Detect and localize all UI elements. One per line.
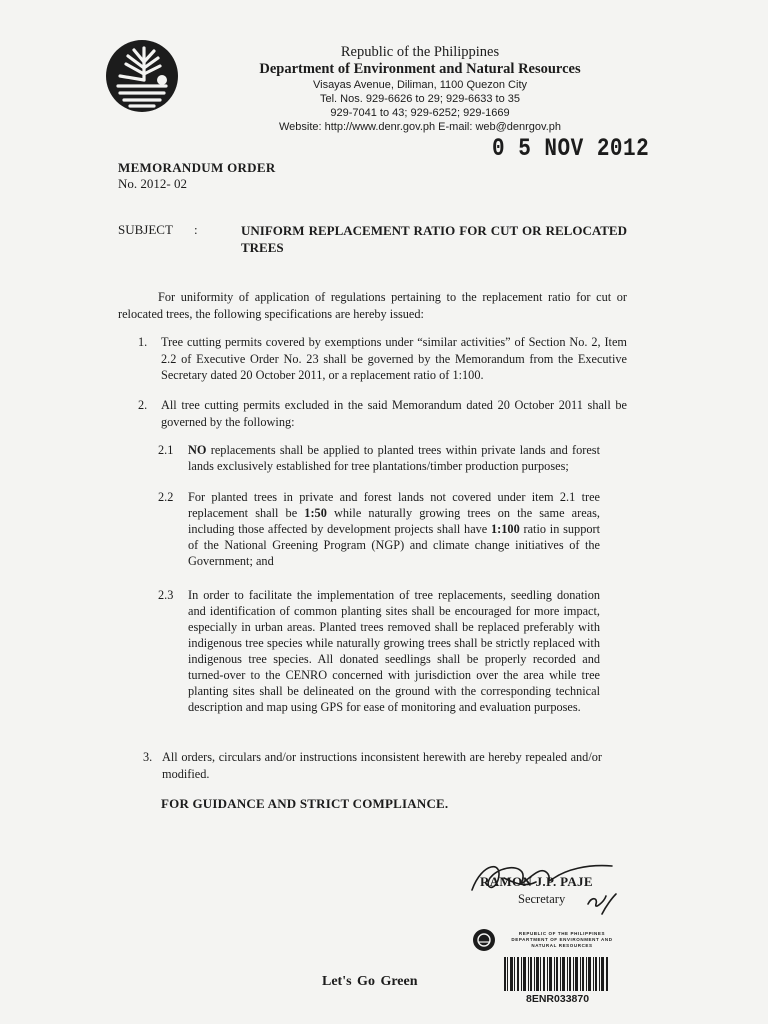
subitem-number: 2.3 bbox=[158, 588, 174, 602]
letterhead bbox=[190, 44, 650, 134]
subitem-body: For planted trees in private and forest lands not covered under item 2.1 tree replacement shall be bbox=[188, 490, 600, 520]
department-name: Department of Environment and Natural Resources bbox=[259, 61, 581, 77]
subitem-bold-lead: NO bbox=[188, 443, 207, 457]
intro-paragraph: For uniformity of application of regulations pertaining to the replacement ratio for cut or relocated trees, the following specifications are hereby issued: bbox=[118, 290, 627, 321]
subitem-text bbox=[188, 489, 600, 569]
memo-number: No. 2012- 02 bbox=[118, 176, 187, 191]
closing-directive: FOR GUIDANCE AND STRICT COMPLIANCE. bbox=[161, 796, 449, 811]
subitem-number: 2.2 bbox=[158, 490, 174, 504]
tel-line-2: 929-7041 to 43; 929-6252; 929-1669 bbox=[330, 107, 510, 119]
subject-colon: : bbox=[194, 222, 198, 237]
item-text: Tree cutting permits covered by exemptions under “similar activities” of Section No. 2, Item 2.2 of Executive Order No. 23 shall be governed by the Memorandum from the Executive Secretary dated 20 October 2011, or a replacement ratio of 1:100. bbox=[161, 335, 627, 382]
tel-line-1: Tel. Nos. 929-6626 to 29; 929-6633 to 35 bbox=[320, 93, 520, 105]
subitem-number: 2.1 bbox=[158, 443, 174, 457]
subitem-body: replacements shall be applied to planted trees within private lands and forest lands exclusively established for tree plantations/timber production purposes; bbox=[188, 443, 600, 473]
item-text: All tree cutting permits excluded in the said Memorandum dated 20 October 2011 shall be governed by the following: bbox=[161, 398, 627, 429]
receiving-stamp-text: REPUBLIC OF THE PHILIPPINES DEPARTMENT OF ENVIRONMENT AND NATURAL RESOURCES bbox=[511, 931, 613, 948]
subitem-body: ratio in support of the National Greening Program (NGP) and climate change initiatives of the Government; and bbox=[188, 522, 601, 568]
footer-slogan: Let's Go Green bbox=[322, 974, 418, 989]
subitem-body: while naturally growing trees on the same areas, including those affected by development projects shall have bbox=[188, 506, 600, 536]
subitem-text: In order to facilitate the implementation of tree replacements, seedling donation and identification of common planting sites shall be encouraged for more impact, especially in urban areas. Planted trees removed shall be replaced preferably with indigenous tree species while naturally growing trees shall be strictly replaced with indigenous tree species. All donated seedlings shall be properly recorded and turned-over to the CENRO concerned with jurisdiction over the area while tree planting sites shall be delineated on the ground with the corresponding technical description and map using GPS for ease of monitoring and evaluation purposes. bbox=[188, 588, 600, 714]
memo-title: MEMORANDUM ORDER bbox=[118, 160, 276, 175]
barcode-icon bbox=[502, 956, 612, 992]
subject-text: UNIFORM REPLACEMENT RATIO FOR CUT OR RELOCATED TREES bbox=[241, 223, 627, 255]
date-stamp: 0 5 NOV 2012 bbox=[492, 136, 650, 164]
signatory-name: RAMON J.P. PAJE bbox=[480, 874, 593, 889]
subject-label: SUBJECT bbox=[118, 222, 173, 237]
subitem-text bbox=[188, 442, 600, 474]
item-number: 2. bbox=[138, 398, 148, 412]
ratio-natural: 1:100 bbox=[491, 522, 520, 536]
item-text: All orders, circulars and/or instructions inconsistent herewith are hereby repealed and/or modified. bbox=[162, 750, 602, 781]
ratio-plantation: 1:50 bbox=[304, 506, 327, 520]
barcode-number: 8ENR033870 bbox=[526, 993, 590, 1005]
item-number: 1. bbox=[138, 335, 148, 349]
address-line: Visayas Avenue, Diliman, 1100 Quezon City bbox=[312, 79, 527, 91]
denr-logo-icon bbox=[104, 38, 180, 114]
web-email-line: Website: http://www.denr.gov.ph E-mail: web@denrgov.ph bbox=[278, 121, 562, 133]
memo-header bbox=[118, 160, 276, 192]
signatory-title: Secretary bbox=[518, 892, 566, 906]
item-number: 3. bbox=[143, 750, 153, 764]
republic-line: Republic of the Philippines bbox=[340, 44, 500, 60]
denr-seal-icon bbox=[472, 928, 496, 952]
